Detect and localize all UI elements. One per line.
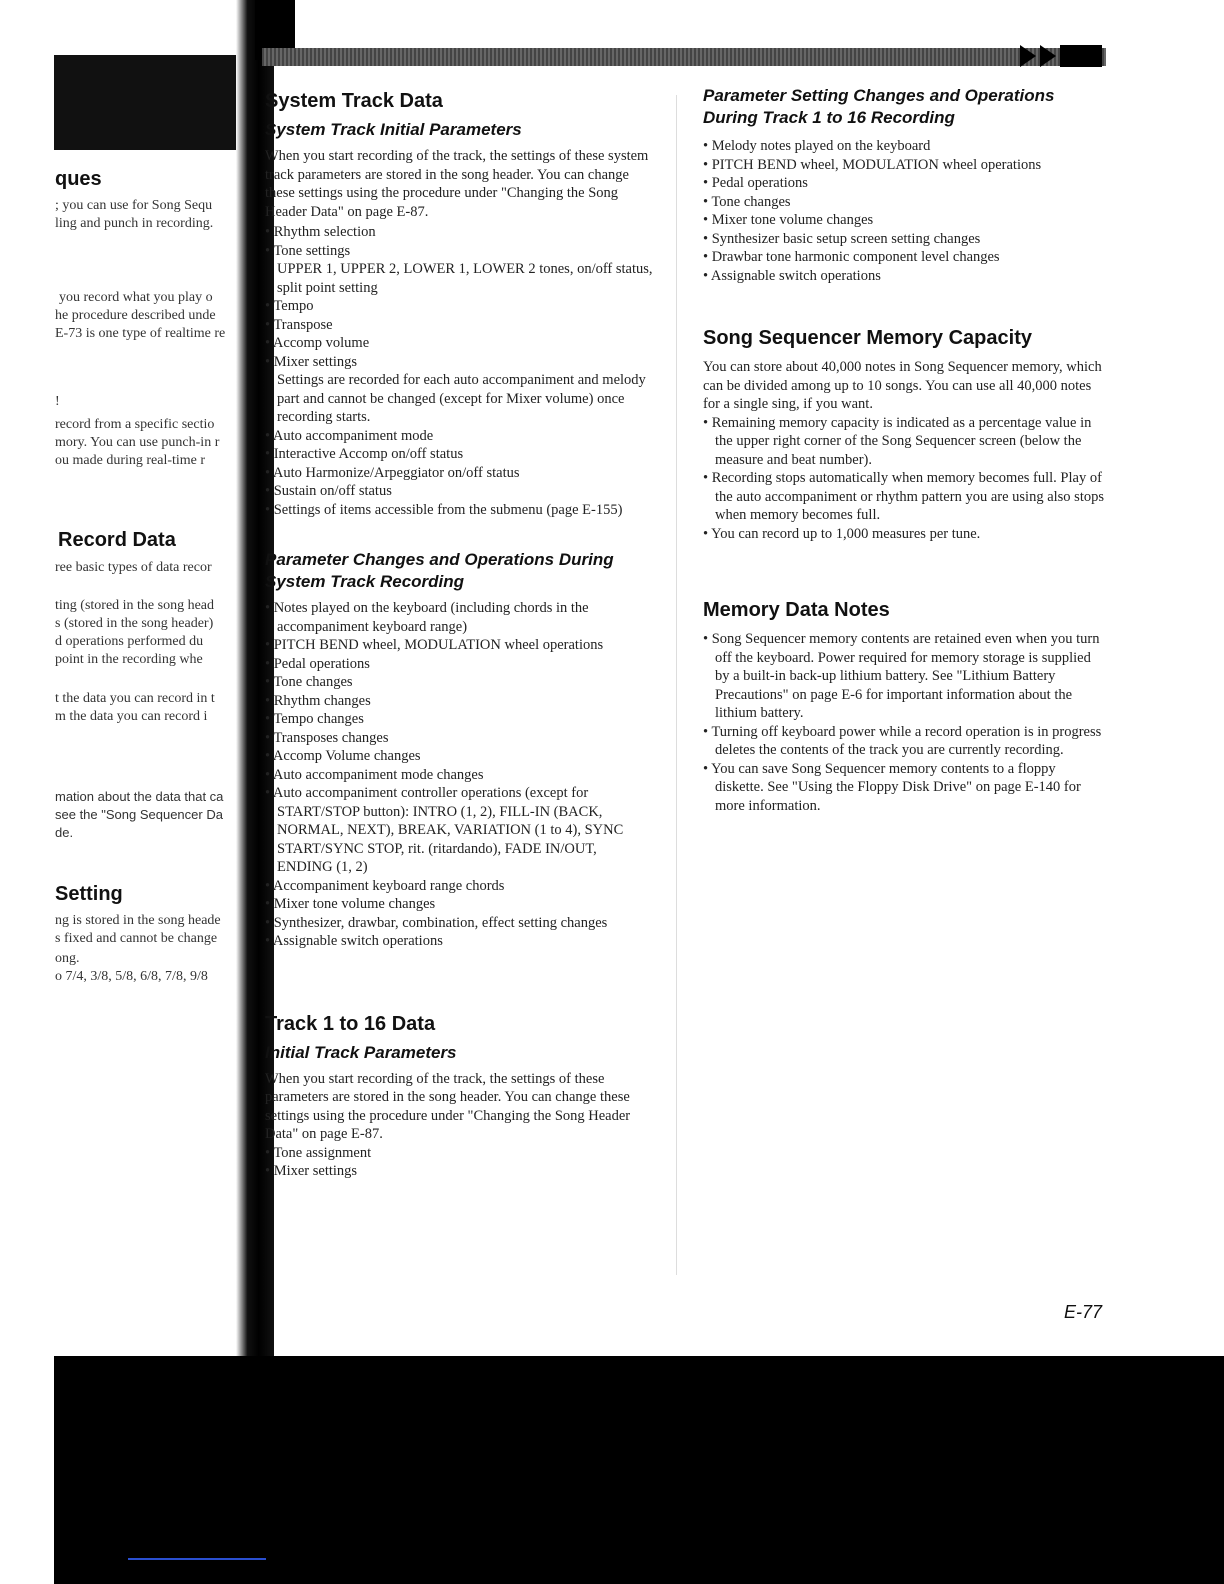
- track-1-16-subtitle: Initial Track Parameters: [265, 1042, 457, 1062]
- header-arrows: [1020, 44, 1106, 68]
- list-item: • Tempo changes: [265, 710, 655, 729]
- scan-bottom-line: [128, 1558, 266, 1560]
- list-item: [265, 242, 655, 298]
- list-item: • Melody notes played on the keyboard: [703, 137, 1105, 156]
- list-item: • Drawbar tone harmonic component level changes: [703, 248, 1105, 267]
- list-item-detail: Settings are recorded for each auto accompaniment and melody part and cannot be changed (except for Mixer volume) once recording starts.: [277, 372, 646, 425]
- list-item: • Assignable switch operations: [265, 932, 655, 951]
- list-item: [265, 501, 655, 520]
- system-track-list: [265, 223, 655, 519]
- left-page-fragment: [55, 0, 245, 1584]
- left-line: he procedure described unde: [55, 308, 216, 323]
- list-item: [265, 445, 655, 464]
- list-item: [265, 334, 655, 353]
- list-item-label: Rhythm selection: [273, 224, 376, 240]
- list-item: • Mixer tone volume changes: [265, 895, 655, 914]
- list-item: • PITCH BEND wheel, MODULATION wheel operations: [265, 636, 655, 655]
- page-number: E-77: [1064, 1302, 1103, 1322]
- list-item: • Tone changes: [265, 673, 655, 692]
- left-line: ling and punch in recording.: [55, 216, 214, 231]
- list-item: • You can record up to 1,000 measures per tune.: [703, 525, 1105, 544]
- list-item: • Tone assignment: [265, 1144, 655, 1163]
- list-item: • Mixer settings: [265, 1162, 655, 1181]
- left-heading-setting: Setting: [55, 883, 123, 905]
- left-heading-record-data: Record Data: [58, 529, 176, 551]
- left-line: s (stored in the song header): [55, 616, 214, 631]
- left-line: ng is stored in the song heade: [55, 913, 221, 928]
- list-item: • Auto accompaniment mode changes: [265, 766, 655, 785]
- list-item: • Pedal operations: [703, 174, 1105, 193]
- left-line: m the data you can record i: [55, 709, 208, 724]
- scan-bottom-black: [54, 1356, 1224, 1584]
- left-line: ong.: [55, 951, 80, 966]
- list-item-label: Auto accompaniment mode: [272, 427, 434, 444]
- middle-column: [265, 90, 655, 1181]
- list-item: [265, 464, 655, 483]
- track-1-16-intro: When you start recording of the track, the settings of these parameters are stored in the song header. You can change these settings using the procedure under "Changing the Song Header Data" on page E-87.: [265, 1070, 631, 1142]
- memory-notes-list: [703, 630, 1105, 815]
- list-item: • Pedal operations: [265, 655, 655, 674]
- left-mark: !: [55, 394, 60, 409]
- list-item: [265, 353, 655, 427]
- left-line: ree basic types of data recor: [55, 560, 212, 575]
- list-item-label: Accomp volume: [272, 335, 370, 351]
- param-changes-tracks-title: Parameter Setting Changes and Operations During Track 1 to 16 Recording: [703, 86, 1055, 127]
- left-line: E-73 is one type of realtime re: [55, 326, 226, 341]
- left-line: point in the recording whe: [55, 652, 203, 667]
- left-line: ; you can use for Song Sequ: [55, 198, 213, 213]
- list-item: • Turning off keyboard power while a record operation is in progress deletes the contents of the track you are currently recording.: [703, 723, 1105, 760]
- left-line: ou made during real-time r: [55, 453, 206, 468]
- memory-capacity-list: [703, 414, 1105, 544]
- left-line: o 7/4, 3/8, 5/8, 6/8, 7/8, 9/8: [55, 969, 208, 984]
- list-item: • Synthesizer basic setup screen setting changes: [703, 230, 1105, 249]
- memory-capacity-title: Song Sequencer Memory Capacity: [703, 327, 1032, 349]
- list-item-detail: UPPER 1, UPPER 2, LOWER 1, LOWER 2 tones, on/off status, split point setting: [277, 261, 653, 296]
- list-item: • Accomp Volume changes: [265, 747, 655, 766]
- list-item: • Rhythm changes: [265, 692, 655, 711]
- system-track-intro: When you start recording of the track, the settings of these system track parameters are stored in the song header. You can change these settings using the procedure under "Changing the Song Header Data" on page E-87.: [265, 148, 649, 220]
- left-heading-techniques: ques: [55, 168, 102, 190]
- left-line: record from a specific sectio: [55, 417, 215, 432]
- list-item-label: Mixer settings: [273, 353, 358, 370]
- list-item: • Synthesizer, drawbar, combination, effect setting changes: [265, 914, 655, 933]
- left-line: see the "Song Sequencer Da: [55, 807, 223, 822]
- list-item: [265, 316, 655, 335]
- list-item-label: Tempo: [273, 298, 314, 314]
- list-item: [265, 427, 655, 446]
- list-item: [265, 297, 655, 316]
- list-item: • Auto accompaniment controller operations (except for START/STOP button): INTRO (1, 2), FILL-IN (BACK, NORMAL, NEXT), BREAK, VARIATION (1 to 4), SYNC START/SYNC STOP, rit. (ritardando), FADE IN/OUT, ENDING (1, 2): [265, 784, 655, 877]
- param-changes-system-list: [265, 599, 655, 951]
- memory-capacity-intro: You can store about 40,000 notes in Song Sequencer memory, which can be divided among up to 10 songs. You can use all 40,000 notes for a single sing, if you want.: [703, 359, 1102, 412]
- right-column: [703, 85, 1105, 815]
- page-header-bar: [262, 48, 1106, 66]
- list-item: • PITCH BEND wheel, MODULATION wheel operations: [703, 156, 1105, 175]
- arrow-right-icon: [1020, 45, 1036, 67]
- track-1-16-title: Track 1 to 16 Data: [265, 1012, 436, 1035]
- list-item: • Assignable switch operations: [703, 267, 1105, 286]
- list-item-label: Auto Harmonize/Arpeggiator on/off status: [272, 464, 520, 481]
- left-line: mation about the data that ca: [55, 789, 224, 804]
- list-item: • Tone changes: [703, 193, 1105, 212]
- list-item: • Transposes changes: [265, 729, 655, 748]
- list-item-label: Sustain on/off status: [273, 483, 392, 499]
- list-item-label: Tone settings: [273, 242, 351, 259]
- list-item-label: Interactive Accomp on/off status: [273, 446, 464, 462]
- list-item: [265, 482, 655, 501]
- memory-notes-title: Memory Data Notes: [703, 599, 890, 621]
- list-item: • Accompaniment keyboard range chords: [265, 877, 655, 896]
- left-line: s fixed and cannot be change: [55, 931, 218, 946]
- track-1-16-list: [265, 1144, 655, 1181]
- left-line: t the data you can record in t: [55, 691, 215, 706]
- param-changes-tracks-list: [703, 137, 1105, 285]
- list-item: • You can save Song Sequencer memory contents to a floppy diskette. See "Using the Floppy Disk Drive" on page E-140 for more information.: [703, 760, 1105, 816]
- list-item: • Notes played on the keyboard (including chords in the accompaniment keyboard range): [265, 599, 655, 636]
- left-line: d operations performed du: [55, 634, 204, 649]
- header-bar-end: [1060, 45, 1102, 67]
- list-item: [265, 223, 655, 242]
- param-changes-system-title: Parameter Changes and Operations During System Track Recording: [265, 550, 614, 591]
- system-track-title: System Track Data: [265, 90, 443, 112]
- list-item: • Recording stops automatically when memory becomes full. Play of the auto accompaniment or rhythm pattern you are using also stops when memory becomes full.: [703, 469, 1105, 525]
- list-item: • Song Sequencer memory contents are retained even when you turn off the keyboard. Power required for memory storage is supplied by a built-in back-up lithium battery. See "Lithium Battery Precautions" on page E-6 for important information about the lithium battery.: [703, 630, 1105, 723]
- system-track-subtitle: System Track Initial Parameters: [265, 120, 522, 139]
- list-item-label: Settings of items accessible from the submenu (page E-155): [273, 501, 623, 518]
- column-divider: [676, 95, 677, 1275]
- arrow-right-icon: [1040, 45, 1056, 67]
- left-line: de.: [55, 825, 74, 840]
- list-item: • Remaining memory capacity is indicated as a percentage value in the upper right corner of the Song Sequencer screen (below the measure and beat number).: [703, 414, 1105, 470]
- left-line: you record what you play o: [59, 290, 213, 305]
- left-line: ting (stored in the song head: [55, 598, 215, 613]
- left-line: mory. You can use punch-in r: [55, 435, 220, 450]
- list-item: • Mixer tone volume changes: [703, 211, 1105, 230]
- list-item-label: Transpose: [273, 316, 333, 333]
